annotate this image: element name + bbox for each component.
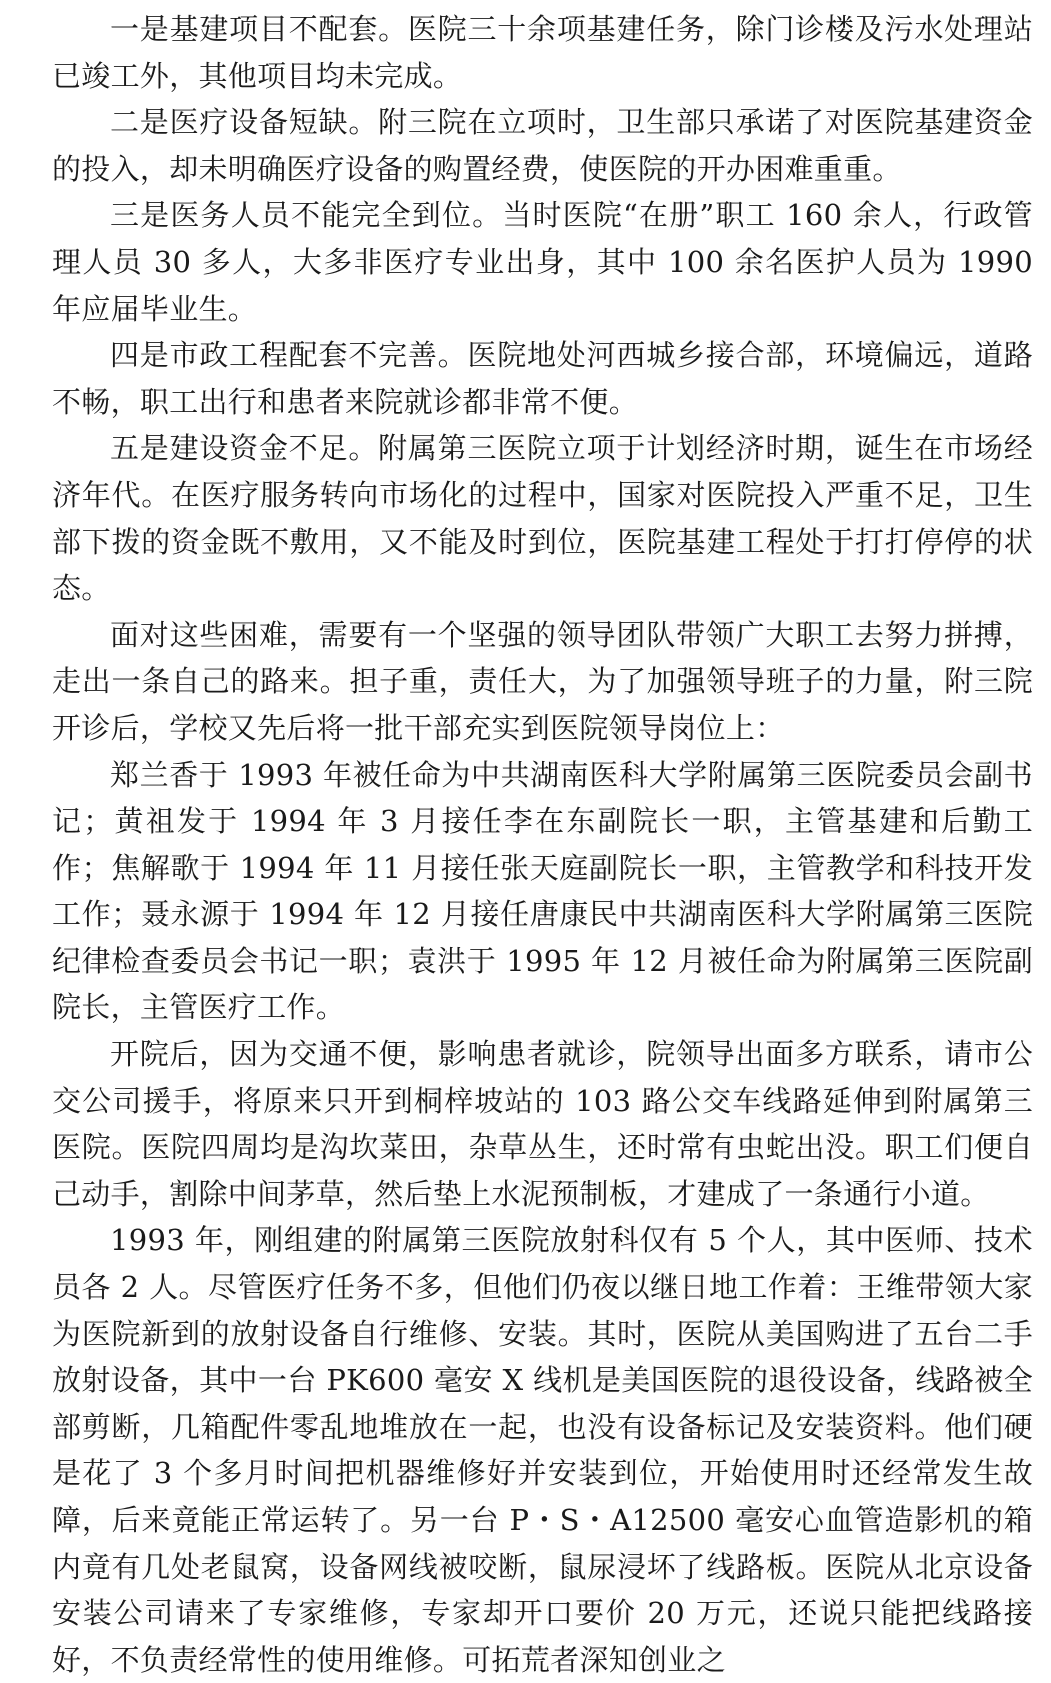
paragraph-9: 1993 年，刚组建的附属第三医院放射科仅有 5 个人，其中医师、技术员各 2 人。尽管医疗任务不多，但他们仍夜以继日地工作着：王维带领大家为医院新到的放射设备自行维修、安装。其时，医院从美国购进了五台二手放射设备，其中一台 PK600 毫安 X 线机是美国医院的退役设备，线路被全部剪断，几箱配件零乱地堆放在一起，也没有设备标记及安装资料。他们硬是花了 3 个多月时间把机器维修好并安装到位，开始使用时还经常发生故障，后来竟能正常运转了。另一台 P・S・A12500 毫安心血管造影机的箱内竟有几处老鼠窝，设备网线被咬断，鼠尿浸坏了线路板。医院从北京设备安装公司请来了专家维修，专家却开口要价 20 万元，还说只能把线路接好，不负责经常性的使用维修。可拓荒者深知创业之 — [52, 1223, 1033, 1677]
paragraph-2: 二是医疗设备短缺。附三院在立项时，卫生部只承诺了对医院基建资金的投入，却未明确医疗设备的购置经费，使医院的开办困难重重。 — [52, 105, 1033, 186]
paragraph-4: 四是市政工程配套不完善。医院地处河西城乡接合部，环境偏远，道路不畅，职工出行和患者来院就诊都非常不便。 — [52, 338, 1033, 419]
paragraph-3: 三是医务人员不能完全到位。当时医院“在册”职工 160 余人，行政管理人员 30 多人，大多非医疗专业出身，其中 100 余名医护人员为 1990 年应届毕业生。 — [52, 198, 1033, 326]
paragraph-7: 郑兰香于 1993 年被任命为中共湖南医科大学附属第三医院委员会副书记；黄祖发于 1994 年 3 月接任李在东副院长一职，主管基建和后勤工作；焦解歌于 1994 年 11 月接任张天庭副院长一职，主管教学和科技开发工作；聂永源于 1994 年 12 月接任唐康民中共湖南医科大学附属第三医院纪律检查委员会书记一职；袁洪于 1995 年 12 月被任命为附属第三医院副院长，主管医疗工作。 — [52, 757, 1033, 1025]
paragraph-1: 一是基建项目不配套。医院三十余项基建任务，除门诊楼及污水处理站已竣工外，其他项目均未完成。 — [52, 12, 1033, 93]
paragraph-5: 五是建设资金不足。附属第三医院立项于计划经济时期，诞生在市场经济年代。在医疗服务转向市场化的过程中，国家对医院投入严重不足，卫生部下拨的资金既不敷用，又不能及时到位，医院基建工程处于打打停停的状态。 — [52, 431, 1033, 606]
paragraph-8: 开院后，因为交通不便，影响患者就诊，院领导出面多方联系，请市公交公司援手，将原来只开到桐梓坡站的 103 路公交车线路延伸到附属第三医院。医院四周均是沟坎菜田，杂草丛生，还时常有虫蛇出没。职工们便自己动手，割除中间茅草，然后垫上水泥预制板，才建成了一条通行小道。 — [52, 1037, 1033, 1211]
paragraph-6: 面对这些困难，需要有一个坚强的领导团队带领广大职工去努力拼搏，走出一条自己的路来。担子重，责任大，为了加强领导班子的力量，附三院开诊后，学校又先后将一批干部充实到医院领导岗位上： — [52, 617, 1033, 745]
